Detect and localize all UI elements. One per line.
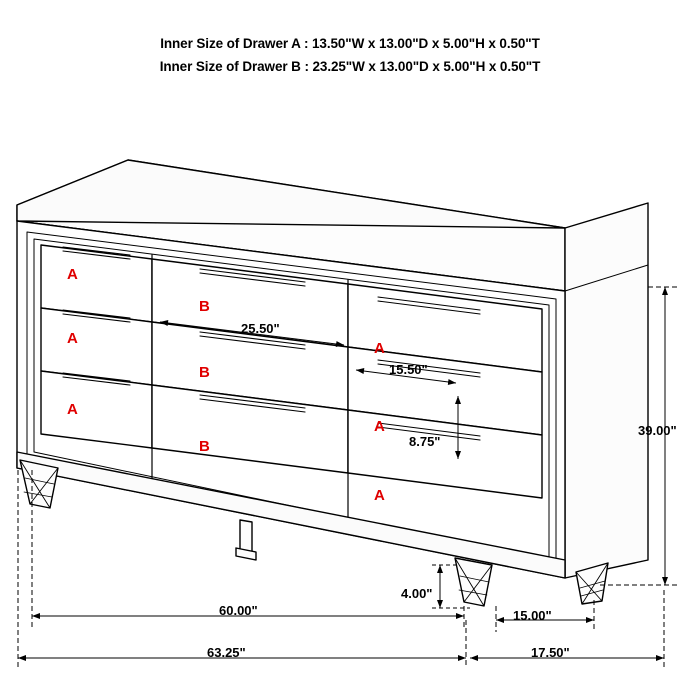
dim-label-front-width: 60.00" (219, 603, 258, 618)
header-line-1: Inner Size of Drawer A : 13.50"W x 13.00"D x 5.00"H x 0.50"T (160, 36, 540, 51)
dim-label-overall-depth: 17.50" (531, 645, 570, 660)
dim-label-overall-width: 63.25" (207, 645, 246, 660)
drawer-label-a3: A (67, 401, 78, 418)
drawer-label-b3: B (199, 438, 210, 455)
dim-label-b-width: 25.50" (241, 321, 280, 336)
dresser-top-face (17, 160, 565, 228)
dim-label-total-height: 39.00" (638, 423, 677, 438)
drawer-label-a6: A (374, 487, 385, 504)
dresser-right-side (565, 203, 648, 578)
dim-label-a-width: 15.50" (389, 362, 428, 377)
dim-label-drawer-height: 8.75" (409, 434, 441, 449)
dim-label-side-depth: 15.00" (513, 608, 552, 623)
drawer-label-b1: B (199, 298, 210, 315)
leg-front-right (455, 558, 492, 606)
drawer-label-a4: A (374, 340, 385, 357)
drawer-label-a2: A (67, 330, 78, 347)
drawer-a3 (41, 371, 152, 448)
header-line-2: Inner Size of Drawer B : 23.25"W x 13.00"D x 5.00"H x 0.50"T (159, 59, 541, 74)
leg-center (240, 520, 252, 552)
drawer-label-a1: A (67, 266, 78, 283)
drawer-label-b2: B (199, 364, 210, 381)
drawer-label-a5: A (374, 418, 385, 435)
dim-label-leg-height: 4.00" (401, 586, 433, 601)
